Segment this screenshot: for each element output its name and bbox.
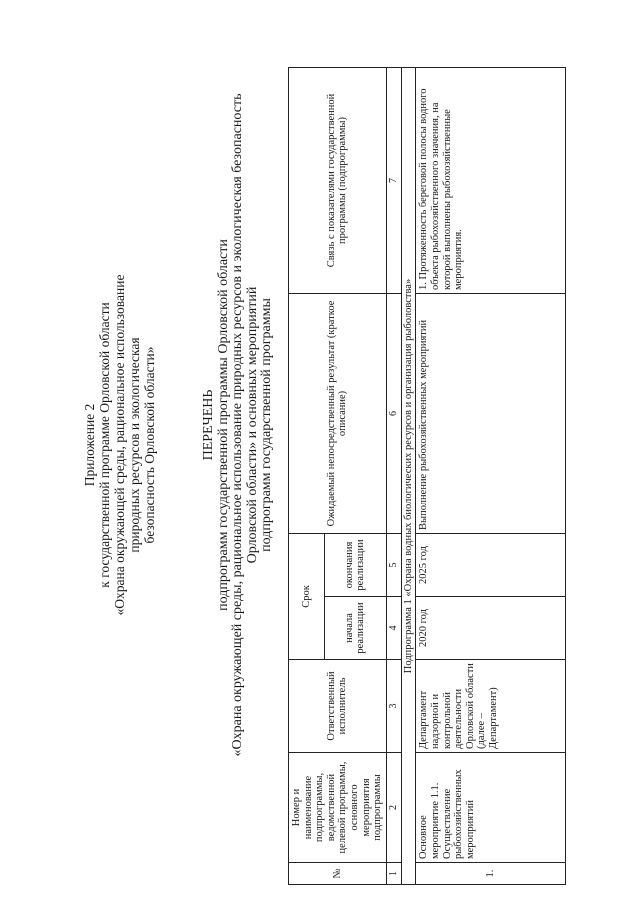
column-number: 4	[386, 597, 401, 660]
header-result: Ожидаемый непосредственный результат (краткое описание)	[289, 293, 387, 533]
row-end: 2025 год	[416, 533, 566, 596]
header-term: Срок	[289, 533, 325, 659]
appendix-line: «Охрана окружающей среды, рациональное использование	[112, 274, 127, 616]
column-number: 3	[386, 660, 401, 753]
row-name: Основное мероприятие 1.1. Осуществление рыбохозяйственных мероприятий	[416, 753, 566, 863]
document-title	[202, 45, 275, 805]
title-line: «Охрана окружающей среды, рациональное использование природных ресурсов и экологическая безопасность	[230, 93, 245, 757]
title-line: Орловской области» и основных мероприятий	[244, 286, 260, 564]
header-link: Связь с показателями государственной программы (подпрограммы)	[289, 67, 387, 293]
column-number: 1	[386, 863, 401, 885]
row-executor: Департамент надзорной и контрольной деятельности Орловской области (далее – Департамент)	[416, 660, 566, 753]
column-number: 5	[386, 533, 401, 596]
row-no: 1.	[416, 863, 566, 885]
subprogram-row	[401, 67, 416, 884]
header-start: начала реализации	[325, 597, 387, 660]
row-start: 2020 год	[416, 597, 566, 660]
row-result: Выполнение рыбохозяйственных мероприятий	[416, 293, 566, 533]
subprograms-table	[288, 67, 566, 885]
column-number: 7	[386, 67, 401, 293]
header-no: №	[289, 863, 387, 885]
row-link: 1. Протяженность береговой полосы водного объекта рыбохозяйственного значения, на которой выполнены рыбохозяйственные мероприятия.	[416, 67, 566, 293]
subprogram-title: Подпрограмма 1 «Охрана водных биологических ресурсов и организация рыболовства»	[401, 67, 416, 884]
header-end: окончания реализации	[325, 533, 387, 596]
appendix-line: природных ресурсов и экологическая	[127, 337, 142, 553]
header-name: Номер и наименование подпрограммы, ведомственной целевой программы, основного мероприятия подпрограммы	[289, 753, 387, 863]
table-header-row	[289, 67, 325, 884]
header-executor: Ответственный исполнитель	[289, 660, 387, 753]
appendix-line: безопасность Орловской области»	[142, 346, 157, 544]
title-line: подпрограмм государственной программы	[259, 298, 274, 552]
appendix-line: к государственной программе Орловской области	[97, 302, 112, 588]
appendix-line: Приложение 2	[82, 403, 97, 487]
column-numbers-row	[386, 67, 401, 884]
appendix-header	[82, 125, 157, 765]
title-heading: ПЕРЕЧЕНЬ	[201, 389, 216, 461]
title-line: подпрограмм государственной программы Орловской области	[215, 239, 231, 611]
column-number: 2	[386, 753, 401, 863]
table-row	[416, 67, 566, 884]
column-number: 6	[386, 293, 401, 533]
